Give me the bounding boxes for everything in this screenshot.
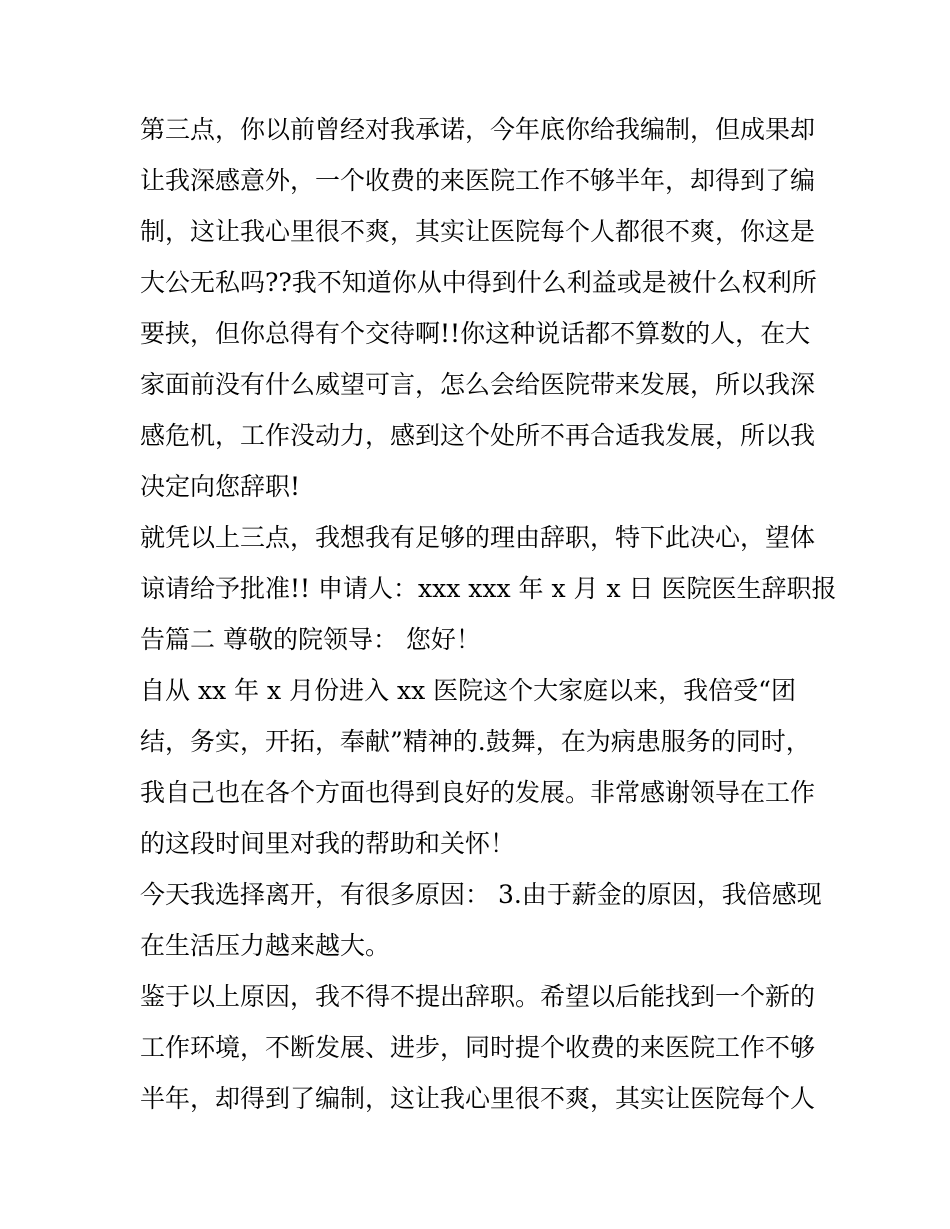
text-line: 今天我选择离开，有很多原因： 3.由于薪金的原因，我倍感现 — [140, 880, 822, 909]
text-line: 谅请给予批准!! 申请人：xxx xxx 年 x 月 x 日 医院医生辞职报 — [140, 574, 837, 603]
text-line: 半年，却得到了编制，这让我心里很不爽，其实让医院每个人 — [140, 1084, 816, 1113]
text-line: 第三点，你以前曾经对我承诺，今年底你给我编制，但成果却 — [140, 115, 816, 144]
text-line: 告篇二 尊敬的院领导： 您好！ — [140, 625, 481, 654]
text-line: 制，这让我心里很不爽，其实让医院每个人都很不爽，你这是 — [140, 217, 816, 246]
text-line: 要挟，但你总得有个交待啊!!你这种说话都不算数的人，在大 — [140, 319, 811, 348]
text-line: 结，务实，开拓，奉献”精神的.鼓舞，在为病患服务的同时， — [140, 727, 811, 756]
text-line: 自从 xx 年 x 月份进入 xx 医院这个大家庭以来，我倍受“团 — [140, 676, 796, 705]
text-line: 大公无私吗??我不知道你从中得到什么利益或是被什么权利所 — [140, 268, 817, 297]
text-line: 工作环境，不断发展、进步，同时提个收费的来医院工作不够 — [140, 1033, 816, 1062]
text-line: 我自己也在各个方面也得到良好的发展。非常感谢领导在工作 — [140, 778, 816, 807]
document-body — [140, 104, 837, 1124]
text-line: 感危机，工作没动力，感到这个处所不再合适我发展，所以我 — [140, 421, 816, 450]
text-line: 家面前没有什么威望可言，怎么会给医院带来发展，所以我深 — [140, 370, 816, 399]
text-line: 就凭以上三点，我想我有足够的理由辞职，特下此决心，望体 — [140, 523, 816, 552]
text-line: 鉴于以上原因，我不得不提出辞职。希望以后能找到一个新的 — [140, 982, 816, 1011]
text-line: 在生活压力越来越大。 — [140, 931, 391, 960]
text-line: 决定向您辞职! — [140, 472, 301, 501]
text-line: 让我深感意外，一个收费的来医院工作不够半年，却得到了编 — [140, 166, 816, 195]
text-line: 的这段时间里对我的帮助和关怀！ — [140, 829, 516, 858]
